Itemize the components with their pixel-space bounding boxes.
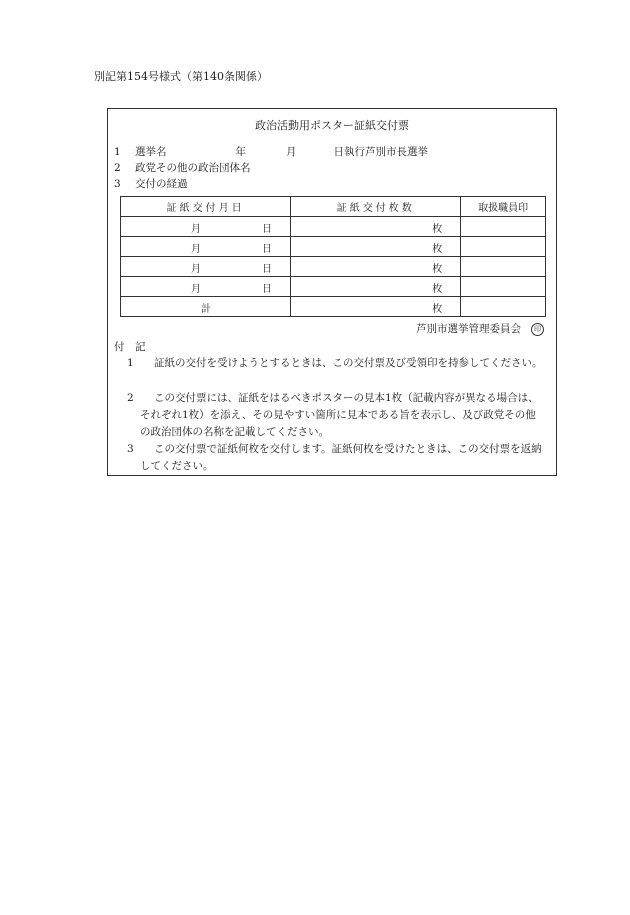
header-issue-count: 証紙交付枚数 [291, 197, 461, 217]
committee-signature [416, 321, 544, 336]
count-unit-cell: 枚 [432, 264, 443, 275]
day-cell: 日 [262, 244, 272, 255]
history-label: 交付の経過 [135, 178, 188, 190]
form-title: 政治活動用ポスター証紙交付票 [255, 119, 409, 132]
table-total-row [121, 297, 546, 317]
month-cell: 月 [191, 284, 201, 295]
table-row [121, 217, 546, 237]
note-item [127, 390, 546, 441]
note-item [127, 355, 546, 372]
day-cell: 日 [262, 284, 272, 295]
note-number: 1 [127, 357, 134, 369]
count-unit-cell: 枚 [432, 224, 443, 235]
day-cell: 日 [262, 224, 272, 235]
note-text: 証紙の交付を受けようとするときは、この交付票及び受領印を持参してください。 [154, 357, 543, 369]
seal-icon: 印 [531, 323, 544, 336]
election-month: 月 [286, 146, 297, 158]
month-cell: 月 [191, 264, 201, 275]
item-history [114, 176, 188, 191]
note-number: 3 [127, 443, 134, 455]
count-unit-cell: 枚 [432, 284, 443, 295]
day-cell: 日 [262, 264, 272, 275]
staff-seal-cell [461, 277, 546, 297]
count-unit-cell: 枚 [432, 244, 443, 255]
note-number: 2 [127, 392, 134, 404]
item-party [114, 160, 251, 175]
total-unit-cell: 枚 [432, 304, 443, 315]
notes-heading: 付 記 [114, 341, 146, 353]
item-number: 2 [114, 162, 121, 174]
committee-name: 芦別市選挙管理委員会 [416, 323, 521, 335]
table-row [121, 257, 546, 277]
item-election [114, 144, 428, 159]
month-cell: 月 [191, 244, 201, 255]
item-number: 3 [114, 178, 121, 190]
certificate-frame [107, 108, 557, 476]
election-label: 選挙名 [135, 146, 167, 158]
header-issue-date: 証紙交付月日 [121, 197, 291, 217]
header-staff-seal: 取扱職員印 [461, 197, 546, 217]
staff-seal-cell [461, 217, 546, 237]
election-day-text: 日執行芦別市長選挙 [333, 146, 428, 158]
table-row [121, 237, 546, 257]
table-header-row [121, 197, 546, 217]
item-number: 1 [114, 146, 121, 158]
staff-seal-cell [461, 257, 546, 277]
note-text: この交付票には、証紙をはるべきポスターの見本1枚（記載内容が異なる場合は、それぞれ1枚）を添え、その見やすい箇所に見本である旨を表示し、及び政党その他の政治団体の名称を記載してください。 [140, 392, 539, 438]
form-label: 別記第154号様式（第140条関係） [94, 70, 268, 83]
month-cell: 月 [191, 224, 201, 235]
election-year: 年 [235, 146, 246, 158]
party-label: 政党その他の政治団体名 [135, 162, 251, 174]
table-row [121, 277, 546, 297]
staff-seal-cell [461, 297, 546, 317]
total-label: 計 [201, 304, 211, 315]
note-text: この交付票で証紙何枚を交付します。証紙何枚を受けたときは、この交付票を返納してください。 [140, 443, 542, 472]
issuance-table [120, 196, 546, 317]
note-item [127, 441, 546, 475]
staff-seal-cell [461, 237, 546, 257]
